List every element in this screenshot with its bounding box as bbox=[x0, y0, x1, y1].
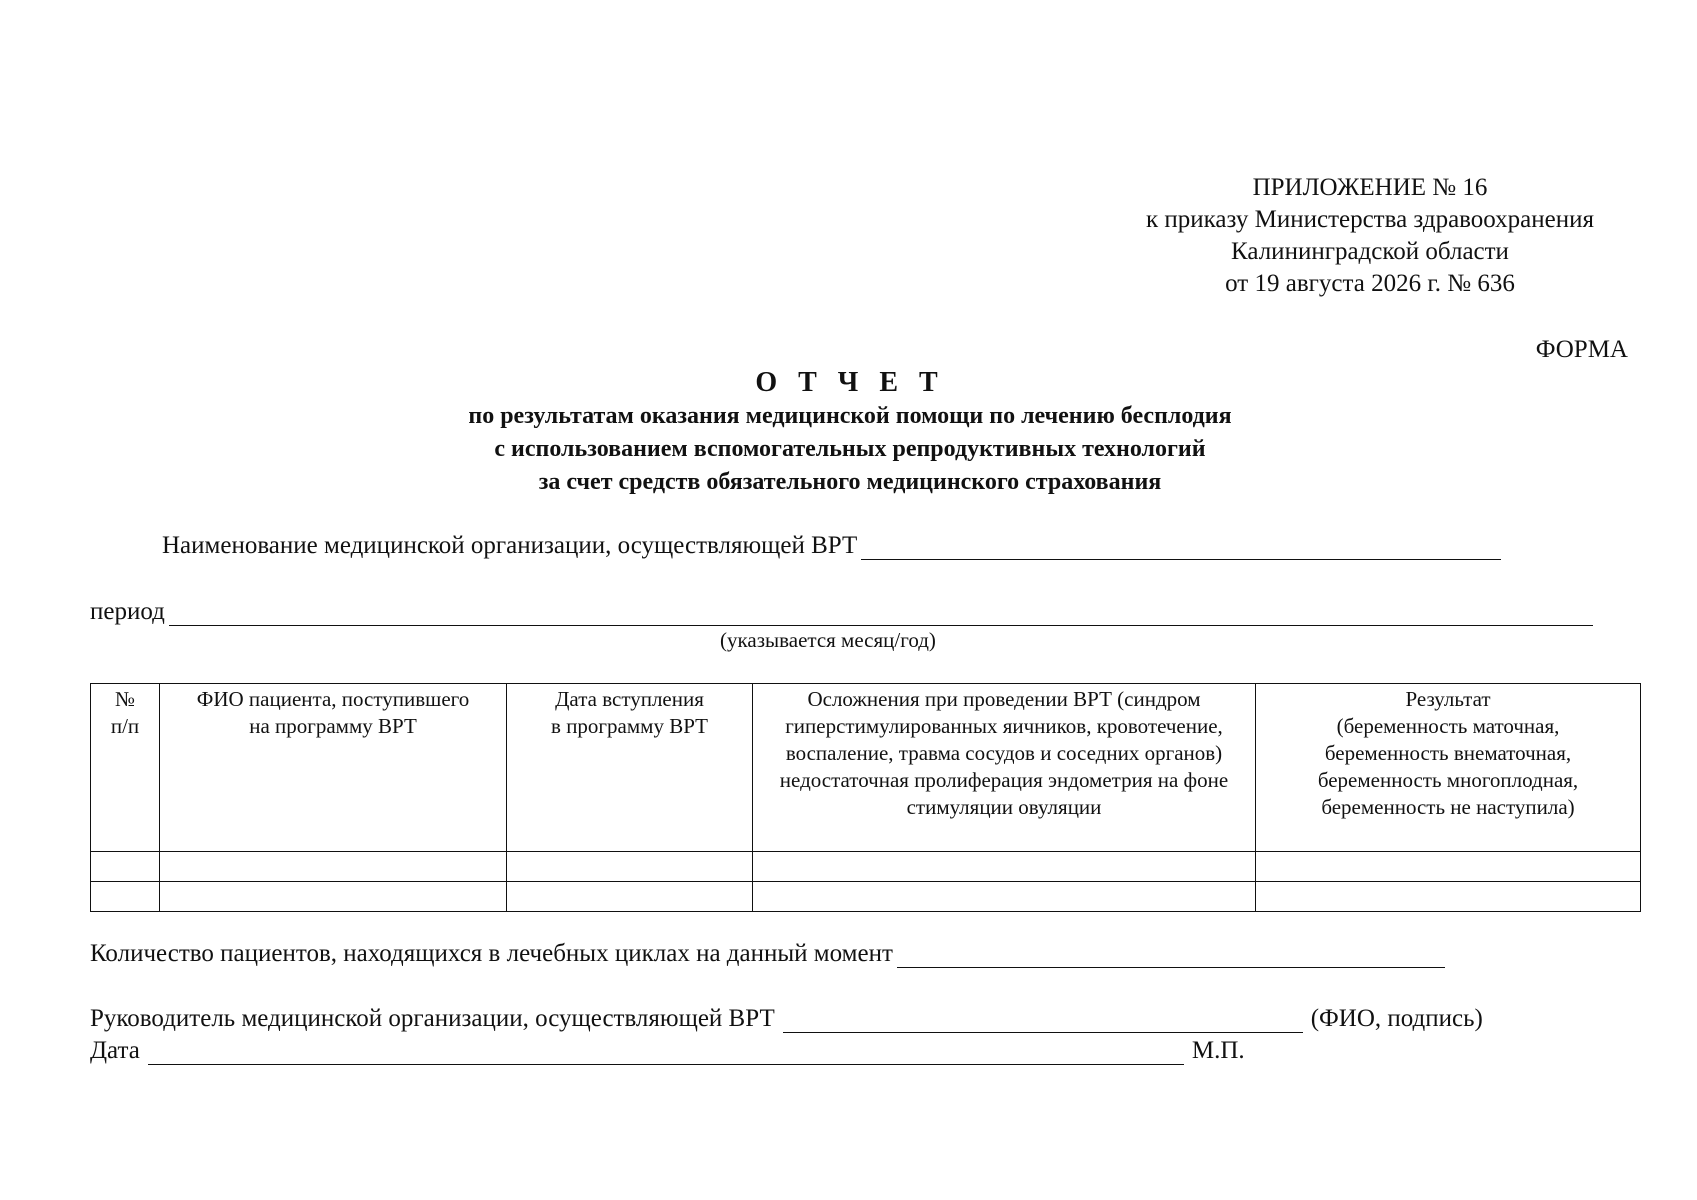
org-name-field bbox=[162, 532, 1501, 560]
period-field bbox=[90, 598, 1593, 626]
table-cell[interactable] bbox=[1256, 882, 1641, 912]
col-header-complications-text: Осложнения при проведении ВРТ (синдром гиперстимулированных яичников, кровотечение, воспаление, травма сосудов и соседних органов) недостаточная пролиферация эндометрия на фоне стимуляции овуляции bbox=[779, 687, 1229, 819]
appendix-order-ref: к приказу Министерства здравоохранения bbox=[1145, 206, 1595, 233]
period-hint: (указывается месяц/год) bbox=[720, 628, 936, 652]
table-cell[interactable] bbox=[160, 882, 507, 912]
col-header-patient-text: ФИО пациента, поступившего на программу ВРТ bbox=[196, 687, 470, 738]
org-name-input-line[interactable] bbox=[861, 535, 1501, 560]
head-signature-field bbox=[90, 1005, 1483, 1033]
table-cell[interactable] bbox=[753, 882, 1256, 912]
period-label: период bbox=[90, 598, 165, 625]
stamp-label: М.П. bbox=[1191, 1037, 1245, 1064]
col-header-result-text: Результат (беременность маточная, беременность внематочная, беременность многоплодная, беременность не наступила) bbox=[1317, 687, 1579, 819]
col-header-result bbox=[1256, 684, 1641, 852]
form-label: ФОРМА bbox=[1535, 336, 1628, 363]
patients-count-input-line[interactable] bbox=[897, 943, 1445, 968]
appendix-header bbox=[1100, 172, 1640, 300]
date-label: Дата bbox=[90, 1037, 140, 1064]
appendix-number: ПРИЛОЖЕНИЕ № 16 bbox=[1252, 174, 1488, 201]
table-cell[interactable] bbox=[507, 852, 753, 882]
table-cell[interactable] bbox=[91, 882, 160, 912]
col-header-entry-date bbox=[507, 684, 753, 852]
col-header-number bbox=[91, 684, 160, 852]
period-input-line[interactable] bbox=[169, 601, 1593, 626]
col-header-patient bbox=[160, 684, 507, 852]
patients-count-field bbox=[90, 940, 1445, 968]
table-cell[interactable] bbox=[753, 852, 1256, 882]
report-title-line-3: за счет средств обязательного медицинского страхования bbox=[538, 469, 1162, 495]
table-row bbox=[91, 852, 1641, 882]
col-header-number-text: № п/п bbox=[110, 687, 140, 738]
head-label: Руководитель медицинской организации, осуществляющей ВРТ bbox=[90, 1005, 775, 1032]
head-signature-input-line[interactable] bbox=[783, 1008, 1303, 1033]
report-title-main: О Т Ч Е Т bbox=[755, 367, 945, 398]
appendix-region: Калининградской области bbox=[1231, 238, 1509, 265]
table-cell[interactable] bbox=[91, 852, 160, 882]
table-header-row bbox=[91, 684, 1641, 852]
report-table bbox=[90, 683, 1641, 912]
table-cell[interactable] bbox=[1256, 852, 1641, 882]
col-header-entry-date-text: Дата вступления в программу ВРТ bbox=[551, 687, 708, 738]
date-field bbox=[90, 1037, 1245, 1065]
report-title bbox=[250, 366, 1450, 499]
report-title-line-1: по результатам оказания медицинской помощи по лечению бесплодия bbox=[468, 403, 1232, 429]
table-row bbox=[91, 882, 1641, 912]
report-title-line-2: с использованием вспомогательных репродуктивных технологий bbox=[494, 436, 1206, 462]
table-cell[interactable] bbox=[160, 852, 507, 882]
patients-count-label: Количество пациентов, находящихся в лечебных циклах на данный момент bbox=[90, 940, 893, 967]
appendix-order-date: от 19 августа 2026 г. № 636 bbox=[1225, 270, 1515, 297]
date-input-line[interactable] bbox=[148, 1040, 1184, 1065]
org-name-label: Наименование медицинской организации, осуществляющей ВРТ bbox=[162, 532, 858, 559]
head-suffix: (ФИО, подпись) bbox=[1310, 1005, 1483, 1032]
table-cell[interactable] bbox=[507, 882, 753, 912]
col-header-complications bbox=[753, 684, 1256, 852]
